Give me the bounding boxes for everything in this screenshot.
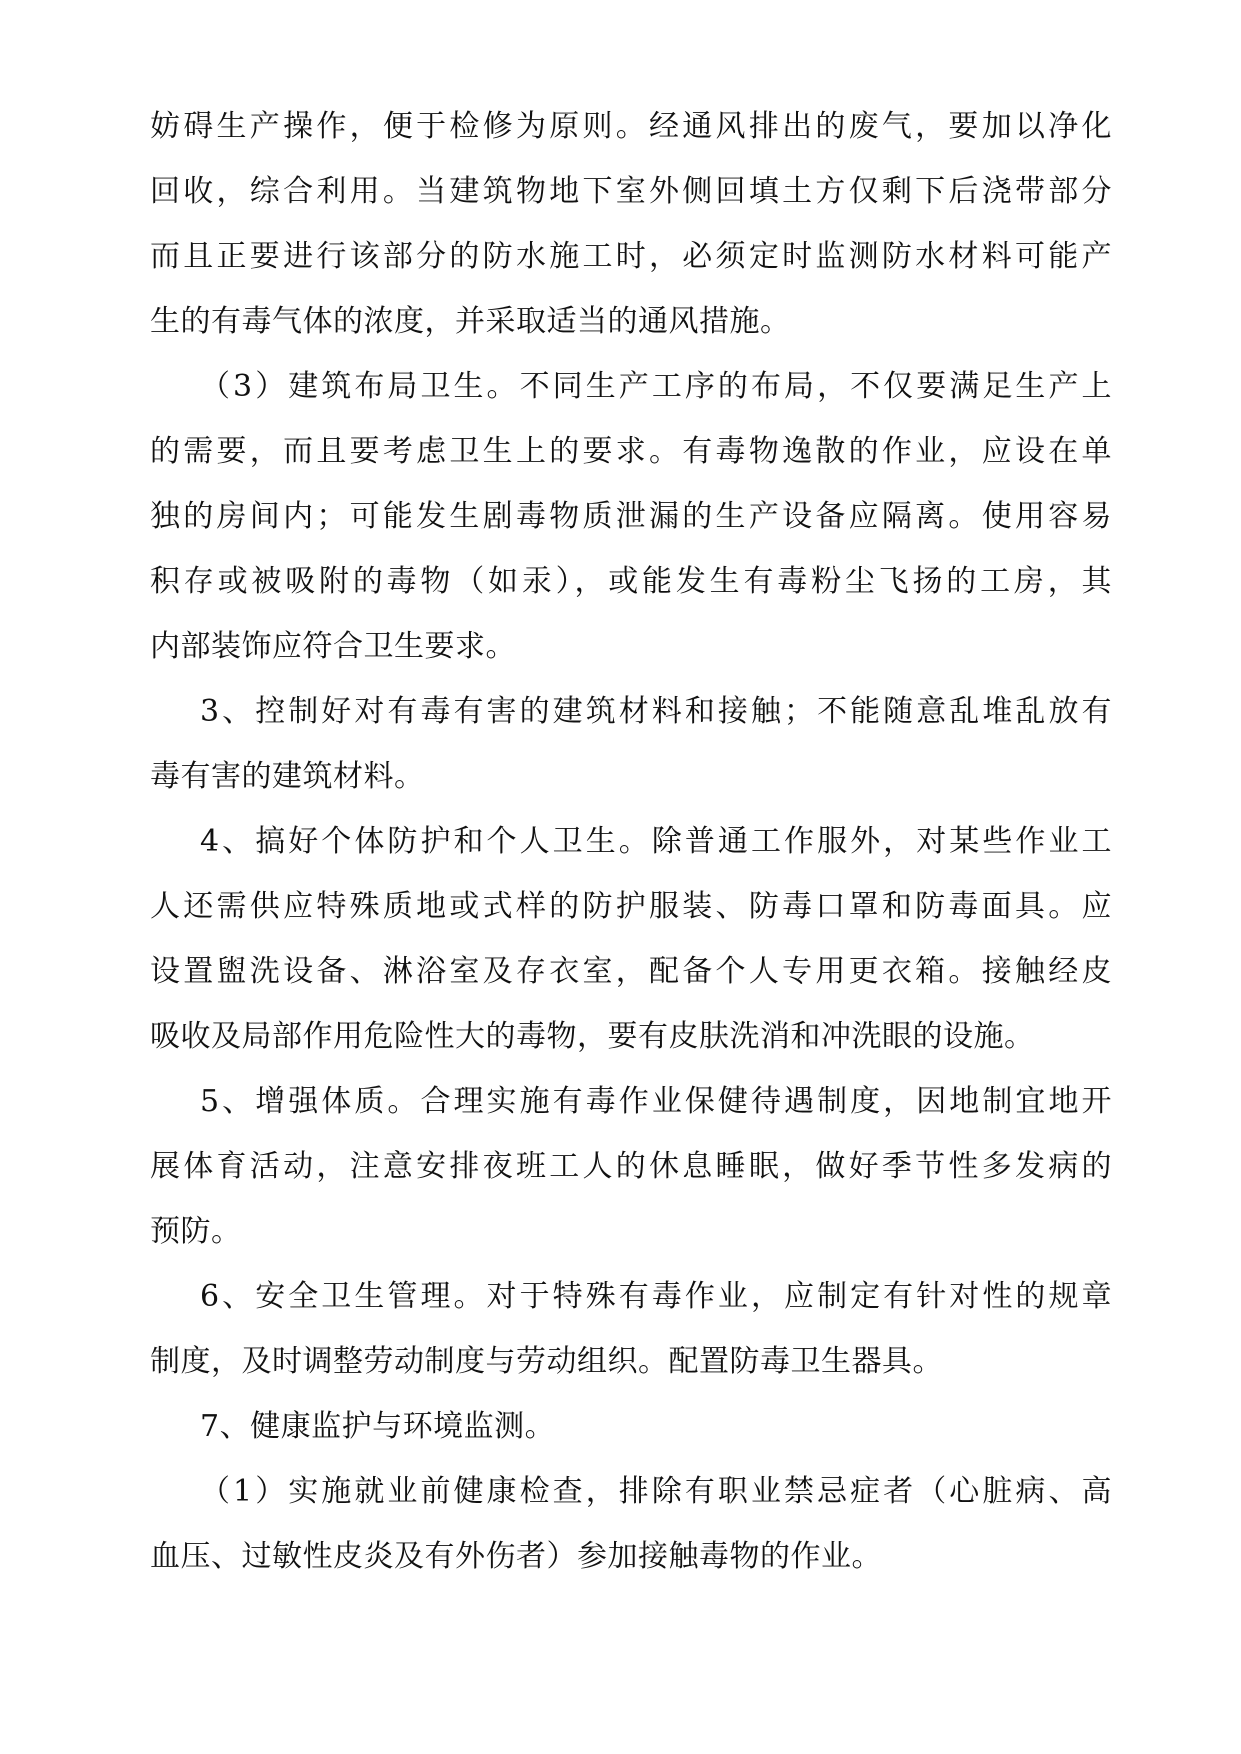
text-line: 预防。: [150, 1214, 242, 1249]
text-line: 而且正要进行该部分的防水施工时，必须定时监测防水材料可能产: [150, 239, 1112, 274]
text-line: 独的房间内；可能发生剧毒物质泄漏的生产设备应隔离。使用容易: [150, 499, 1112, 534]
text-line: 血压、过敏性皮炎及有外伤者）参加接触毒物的作业。: [150, 1539, 882, 1574]
text-line: 吸收及局部作用危险性大的毒物，要有皮肤洗消和冲洗眼的设施。: [150, 1019, 1035, 1054]
text-line: 妨碍生产操作，便于检修为原则。经通风排出的废气，要加以净化: [150, 109, 1112, 144]
text-line: 制度，及时调整劳动制度与劳动组织。配置防毒卫生器具。: [150, 1344, 943, 1379]
text-line: 4、搞好个体防护和个人卫生。除普通工作服外，对某些作业工: [200, 824, 1112, 859]
text-line: （3）建筑布局卫生。不同生产工序的布局，不仅要满足生产上: [200, 369, 1112, 404]
text-line: 5、增强体质。合理实施有毒作业保健待遇制度，因地制宜地开: [200, 1084, 1112, 1119]
text-line: （1）实施就业前健康检查，排除有职业禁忌症者（心脏病、高: [200, 1474, 1112, 1509]
text-line: 展体育活动，注意安排夜班工人的休息睡眠，做好季节性多发病的: [150, 1149, 1112, 1184]
text-line: 人还需供应特殊质地或式样的防护服装、防毒口罩和防毒面具。应: [150, 889, 1112, 924]
text-line: 毒有害的建筑材料。: [150, 759, 425, 794]
text-line: 内部装饰应符合卫生要求。: [150, 629, 516, 664]
text-line: 6、安全卫生管理。对于特殊有毒作业，应制定有针对性的规章: [200, 1279, 1112, 1314]
text-line: 生的有毒气体的浓度，并采取适当的通风措施。: [150, 304, 791, 339]
text-line: 积存或被吸附的毒物（如汞），或能发生有毒粉尘飞扬的工房，其: [150, 564, 1112, 599]
text-line: 3、控制好对有毒有害的建筑材料和接触；不能随意乱堆乱放有: [200, 694, 1112, 729]
text-line: 设置盥洗设备、淋浴室及存衣室，配备个人专用更衣箱。接触经皮: [150, 954, 1112, 989]
text-line: 的需要，而且要考虑卫生上的要求。有毒物逸散的作业，应设在单: [150, 434, 1112, 469]
text-line: 回收，综合利用。当建筑物地下室外侧回填土方仅剩下后浇带部分: [150, 174, 1112, 209]
text-line: 7、健康监护与环境监测。: [200, 1409, 556, 1444]
